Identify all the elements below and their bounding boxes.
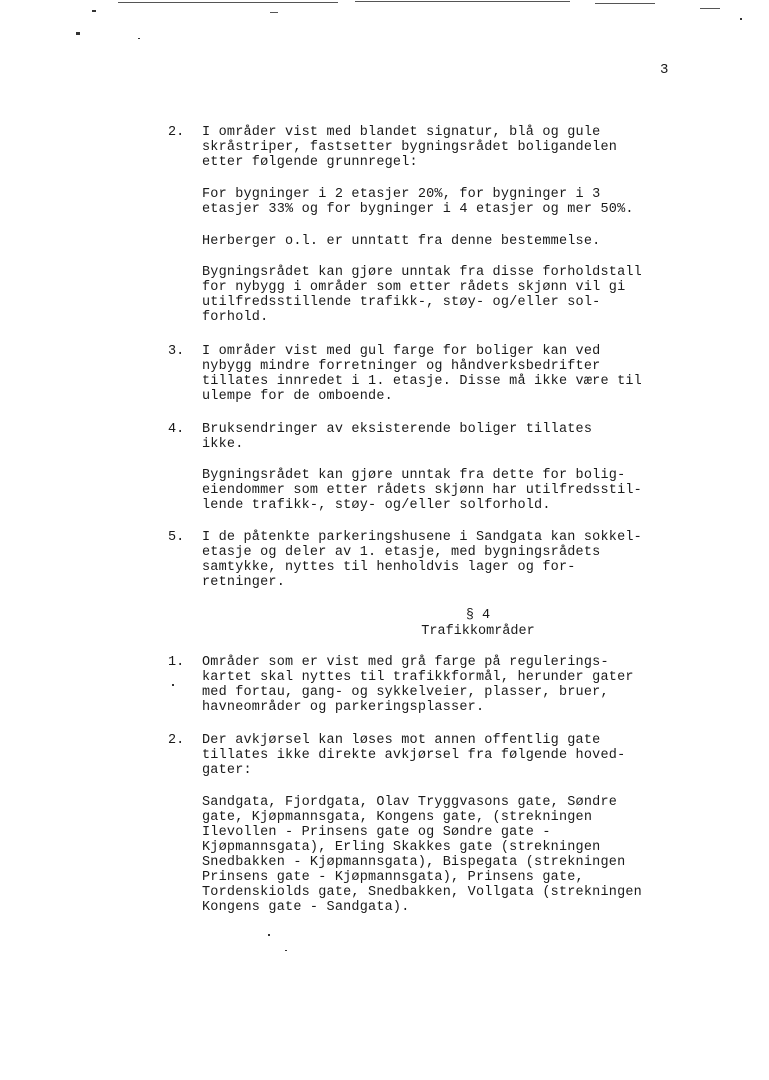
item-number: 2. bbox=[168, 125, 185, 140]
page-number: 3 bbox=[660, 62, 669, 78]
section-title: Trafikkområder bbox=[421, 624, 535, 639]
scan-artifact-line bbox=[355, 1, 570, 2]
item-number: 4. bbox=[168, 422, 185, 437]
scan-speck bbox=[285, 950, 287, 951]
paragraph: For bygninger i 2 etasjer 20%, for bygninger i 3 etasjer 33% og for bygninger i 4 etasjer og mer 50%. bbox=[202, 187, 634, 217]
item-number: 5. bbox=[168, 530, 185, 545]
scan-speck bbox=[172, 684, 174, 686]
paragraph: Der avkjørsel kan løses mot annen offentlig gate tillates ikke direkte avkjørsel fra følgende hoved- gater: bbox=[202, 733, 626, 778]
scan-speck bbox=[740, 18, 742, 20]
paragraph: Områder som er vist med grå farge på regulerings- kartet skal nyttes til trafikkformål, herunder gater med fortau, gang- og sykkelveier, plasser, bruer, havneområder og parkeringsplasser. bbox=[202, 655, 634, 715]
item-number: 2. bbox=[168, 733, 185, 748]
item-number: 1. bbox=[168, 655, 185, 670]
paragraph: Sandgata, Fjordgata, Olav Tryggvasons gate, Søndre gate, Kjøpmannsgata, Kongens gate, (strekningen Ilevollen - Prinsens gate og Søndre gate - Kjøpmannsgata), Erling Skakkes gate (strekningen Snedbakken - Kjøpmannsgata), Bispegata (strekningen Prinsens gate - Kjøpmannsgata), Prinsens gate, Tordenskiolds gate, Snedbakken, Vollgata (strekningen Kongens gate - Sandgata). bbox=[202, 795, 642, 915]
paragraph: Bygningsrådet kan gjøre unntak fra disse forholdstall for nybygg i områder som etter rådets skjønn vil gi utilfredsstillende trafikk-, støy- og/eller sol- forhold. bbox=[202, 265, 642, 325]
paragraph: Bygningsrådet kan gjøre unntak fra dette for bolig- eiendommer som etter rådets skjønn har utilfredsstil- lende trafikk-, støy- og/eller solforhold. bbox=[202, 468, 642, 513]
scan-speck bbox=[138, 38, 140, 39]
section-symbol: § 4 bbox=[465, 608, 491, 623]
paragraph: I områder vist med blandet signatur, blå og gule skråstriper, fastsetter bygningsrådet boligandelen etter følgende grunnregel: bbox=[202, 125, 618, 170]
scan-artifact-line bbox=[595, 3, 655, 4]
scan-artifact-line bbox=[270, 12, 278, 13]
scan-artifact-line bbox=[118, 2, 338, 3]
scan-speck bbox=[268, 934, 270, 936]
item-number: 3. bbox=[168, 344, 185, 359]
paragraph: Bruksendringer av eksisterende boliger tillates ikke. bbox=[202, 422, 593, 452]
paragraph: I de påtenkte parkeringshusene i Sandgata kan sokkel- etasje og deler av 1. etasje, med bygningsrådets samtykke, nyttes til henholdvis lager og for- retninger. bbox=[202, 530, 642, 590]
scan-artifact-line bbox=[700, 8, 720, 9]
paragraph: Herberger o.l. er unntatt fra denne bestemmelse. bbox=[202, 234, 601, 249]
paragraph: I områder vist med gul farge for boliger kan ved nybygg mindre forretninger og håndverksbedrifter tillates innredet i 1. etasje. Disse må ikke være til ulempe for de omboende. bbox=[202, 344, 642, 404]
scan-speck bbox=[92, 10, 96, 12]
scan-speck bbox=[76, 32, 80, 35]
